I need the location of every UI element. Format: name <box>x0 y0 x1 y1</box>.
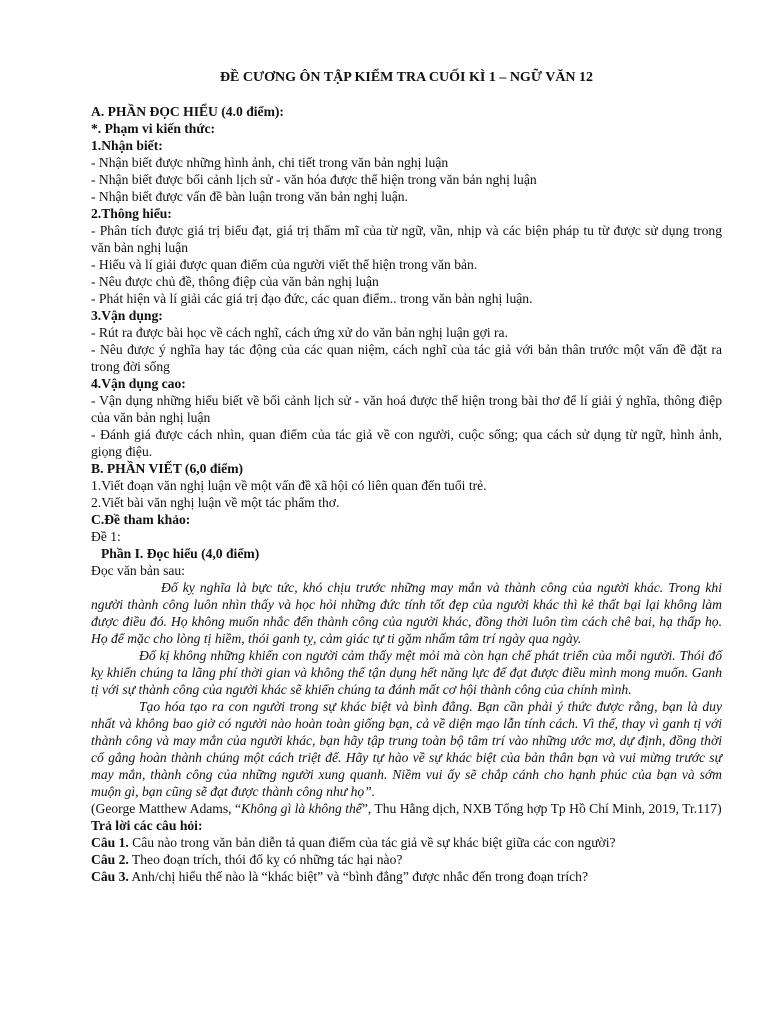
question-item <box>91 868 722 885</box>
read-instruction: Đọc văn bản sau: <box>91 563 185 578</box>
list-item: - Nhận biết được vấn đề bàn luận trong văn bản nghị luận. <box>91 189 408 204</box>
question-item <box>91 834 722 851</box>
passage-source <box>91 800 722 817</box>
question-label: Câu 1. <box>91 835 129 850</box>
list-item: - Hiểu và lí giải được quan điểm của người viết thể hiện trong văn bản. <box>91 257 478 272</box>
exam-number: Đề 1: <box>91 529 121 544</box>
question-text: Theo đoạn trích, thói đố kỵ có những tác hại nào? <box>128 852 403 867</box>
questions-heading: Trả lời các câu hỏi: <box>91 818 203 833</box>
question-text: Anh/chị hiểu thế nào là “khác biệt” và “bình đẳng” được nhắc đến trong đoạn trích? <box>128 869 588 884</box>
section-b-heading: B. PHẦN VIẾT (6,0 điểm) <box>91 461 244 476</box>
question-label: Câu 3. <box>91 869 129 884</box>
question-label: Câu 2. <box>91 852 129 867</box>
list-item: - Nhận biết được bối cảnh lịch sử - văn hóa được thể hiện trong văn bản nghị luận <box>91 172 537 187</box>
list-item: - Phân tích được giá trị biểu đạt, giá trị thẩm mĩ của từ ngữ, vần, nhịp và các biện pháp tu từ được sử dụng trong văn bản nghị luận <box>91 223 722 255</box>
question-text: Câu nào trong văn bản diễn tả quan điểm của tác giả về sự khác biệt giữa các con người? <box>128 835 616 850</box>
list-item: 1.Viết đoạn văn nghị luận về một vấn đề xã hội có liên quan đến tuổi trẻ. <box>91 478 487 493</box>
source-author: (George Matthew Adams, “ <box>91 801 241 816</box>
document-title: ĐỀ CƯƠNG ÔN TẬP KIỂM TRA CUỐI KÌ 1 – NGỮ VĂN 12 <box>219 70 594 85</box>
list-item: 2.Viết bài văn nghị luận về một tác phẩm thơ. <box>91 495 340 510</box>
list-item: - Đánh giá được cách nhìn, quan điểm của tác giả về con người, cuộc sống; qua cách sử dụng từ ngữ, hình ảnh, giọng điệu. <box>91 427 722 459</box>
application-heading: 3.Vận dụng: <box>91 308 163 323</box>
list-item: - Nêu được ý nghĩa hay tác động của các quan niệm, cách nghĩ của tác giả với bản thân trước một vấn đề đặt ra trong đời sống <box>91 342 722 374</box>
list-item: - Vận dụng những hiểu biết về bối cảnh lịch sử - văn hoá được thể hiện trong bài thơ để lí giải ý nghĩa, thông điệp của văn bản nghị luận <box>91 393 722 425</box>
source-publisher: ”, Thu Hằng dịch, NXB Tổng hợp Tp Hồ Chí Minh, 2019, Tr.117) <box>361 801 722 816</box>
passage-paragraph: Đố kị không những khiến con người cảm thấy mệt mỏi mà còn hạn chế phát triển của mỗi người. Thói đố kỵ khiến chúng ta lãng phí thời gian và không thể tận dụng hết năng lực để đạt được điều mình mong muốn. Ganh tị với sự thành công của người khác sẽ khiến chúng ta đánh mất cơ hội thành công của chính mình. <box>91 648 722 697</box>
source-book-title: Không gì là không thể <box>241 801 362 816</box>
list-item: - Nêu được chủ đề, thông điệp của văn bản nghị luận <box>91 274 379 289</box>
question-item <box>91 851 722 868</box>
part-heading: Phần I. Đọc hiểu (4,0 điểm) <box>101 546 260 561</box>
list-item: - Rút ra được bài học về cách nghĩ, cách ứng xử do văn bản nghị luận gợi ra. <box>91 325 508 340</box>
passage-paragraph: Tạo hóa tạo ra con người trong sự khác biệt và bình đẳng. Bạn cần phải ý thức được rằng, bạn là duy nhất và không bao giờ có người nào hoàn toàn giống bạn, cả về diện mạo lẫn tính cách. Vì thế, thay vì ganh tị với thành công và may mắn của người khác, bạn hãy tập trung toàn bộ tâm trí vào những ước mơ, dự định, đồng thời cố gắng hoàn thành chúng một cách triệt để. Hãy tự hào về sự khác biệt của bản thân bạn và vui mừng trước sự may mắn, thành công của những người xung quanh. Niềm vui ấy sẽ chắp cánh cho hạnh phúc của bạn và sớm muộn gì, bạn cũng sẽ đạt được thành công như họ”. <box>91 699 722 799</box>
list-item: - Phát hiện và lí giải các giá trị đạo đức, các quan điểm.. trong văn bản nghị luận. <box>91 291 533 306</box>
recognition-heading: 1.Nhận biết: <box>91 138 163 153</box>
knowledge-scope-heading: *. Phạm vi kiến thức: <box>91 121 216 136</box>
list-item: - Nhận biết được những hình ảnh, chi tiết trong văn bản nghị luận <box>91 155 449 170</box>
section-a-heading: A. PHẦN ĐỌC HIỂU (4.0 điểm): <box>91 104 284 119</box>
section-c-heading: C.Đề tham khảo: <box>91 512 191 527</box>
comprehension-heading: 2.Thông hiểu: <box>91 206 172 221</box>
passage-paragraph: Đố kỵ nghĩa là bực tức, khó chịu trước những may mắn và thành công của người khác. Trong khi người thành công luôn nhìn thấy và học hỏi những đức tính tốt đẹp của người khác thì kẻ thất bại lại không làm được điều đó. Họ không muốn nhắc đến thành công của người khác, đồng thời luôn tìm cách chê bai, hạ thấp họ. Họ để mặc cho lòng tị hiềm, thói ganh tỵ, cảm giác tự ti gặm nhấm tâm trí ngày qua ngày. <box>91 580 722 646</box>
advanced-application-heading: 4.Vận dụng cao: <box>91 376 186 391</box>
